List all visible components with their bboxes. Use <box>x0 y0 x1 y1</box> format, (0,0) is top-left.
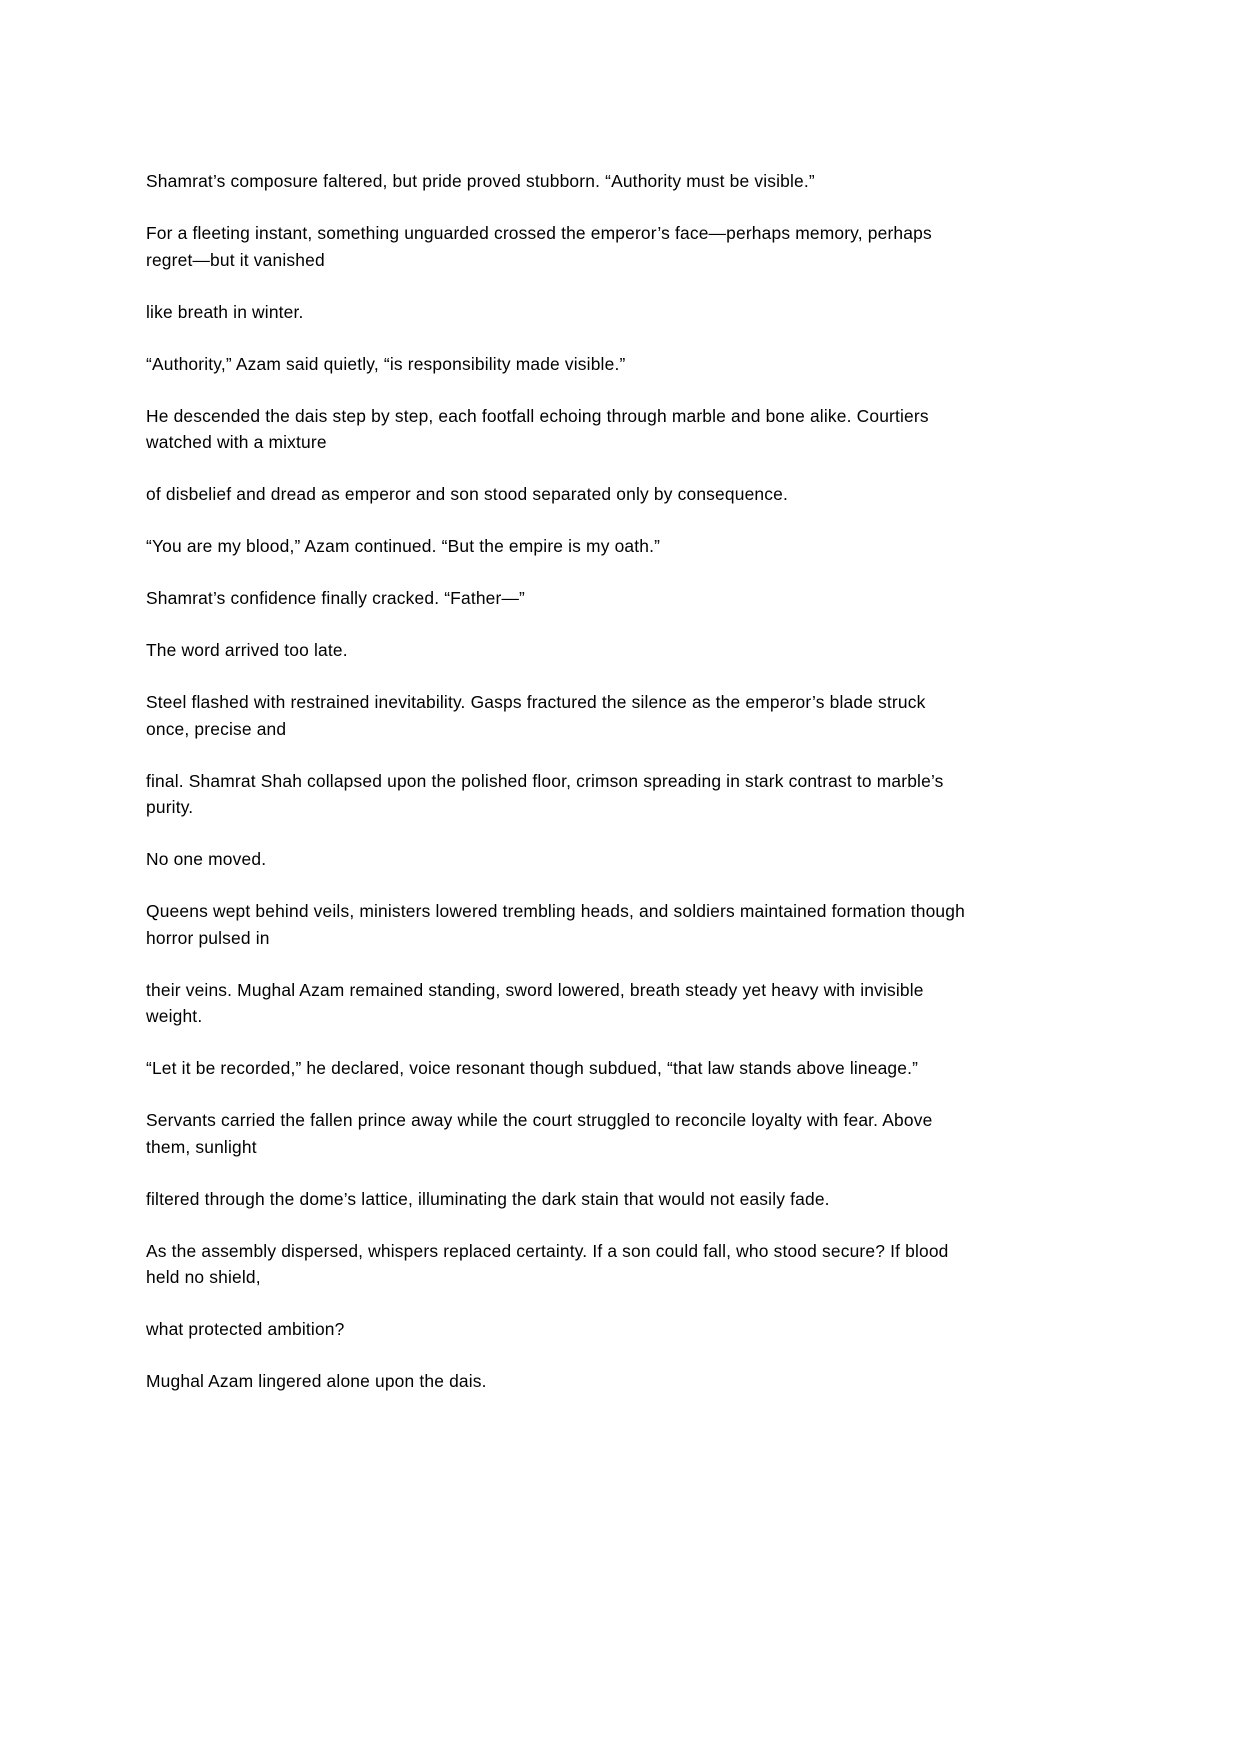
paragraph: what protected ambition? <box>146 1319 345 1339</box>
paragraph: He descended the dais step by step, each footfall echoing through marble and bone alike. Courtiers watched with a mixture <box>146 405 929 452</box>
paragraph: of disbelief and dread as emperor and son stood separated only by consequence. <box>146 484 788 504</box>
paragraph: No one moved. <box>146 849 267 869</box>
paragraph: their veins. Mughal Azam remained standing, sword lowered, breath steady yet heavy with invisible weight. <box>146 979 924 1026</box>
paragraph: “Authority,” Azam said quietly, “is responsibility made visible.” <box>146 353 626 374</box>
paragraph: final. Shamrat Shah collapsed upon the polished floor, crimson spreading in stark contrast to marble’s purity. <box>146 770 944 817</box>
paragraph: Servants carried the fallen prince away while the court struggled to reconcile loyalty with fear. Above them, sunlight <box>146 1110 933 1157</box>
paragraph: As the assembly dispersed, whispers replaced certainty. If a son could fall, who stood secure? If blood held no shield, <box>146 1240 949 1287</box>
paragraph: Queens wept behind veils, ministers lowered trembling heads, and soldiers maintained formation though horror pulsed in <box>146 901 965 948</box>
paragraph: filtered through the dome’s lattice, illuminating the dark stain that would not easily fade. <box>146 1188 830 1209</box>
paragraph: Shamrat’s composure faltered, but pride proved stubborn. “Authority must be visible.” <box>146 171 815 191</box>
paragraph: “Let it be recorded,” he declared, voice resonant though subdued, “that law stands above lineage.” <box>146 1058 919 1078</box>
paragraph: Mughal Azam lingered alone upon the dais. <box>146 1371 487 1391</box>
document-text-body <box>146 168 968 1395</box>
paragraph: The word arrived too late. <box>146 640 348 660</box>
paragraph: like breath in winter. <box>146 301 304 322</box>
paragraph: Steel flashed with restrained inevitability. Gasps fractured the silence as the emperor’s blade struck once, precise and <box>146 692 926 739</box>
paragraph: “You are my blood,” Azam continued. “But the empire is my oath.” <box>146 536 661 556</box>
paragraph: Shamrat’s confidence finally cracked. “Father—” <box>146 588 526 608</box>
paragraph: For a fleeting instant, something unguarded crossed the emperor’s face—perhaps memory, perhaps regret—but it vanished <box>146 223 932 270</box>
